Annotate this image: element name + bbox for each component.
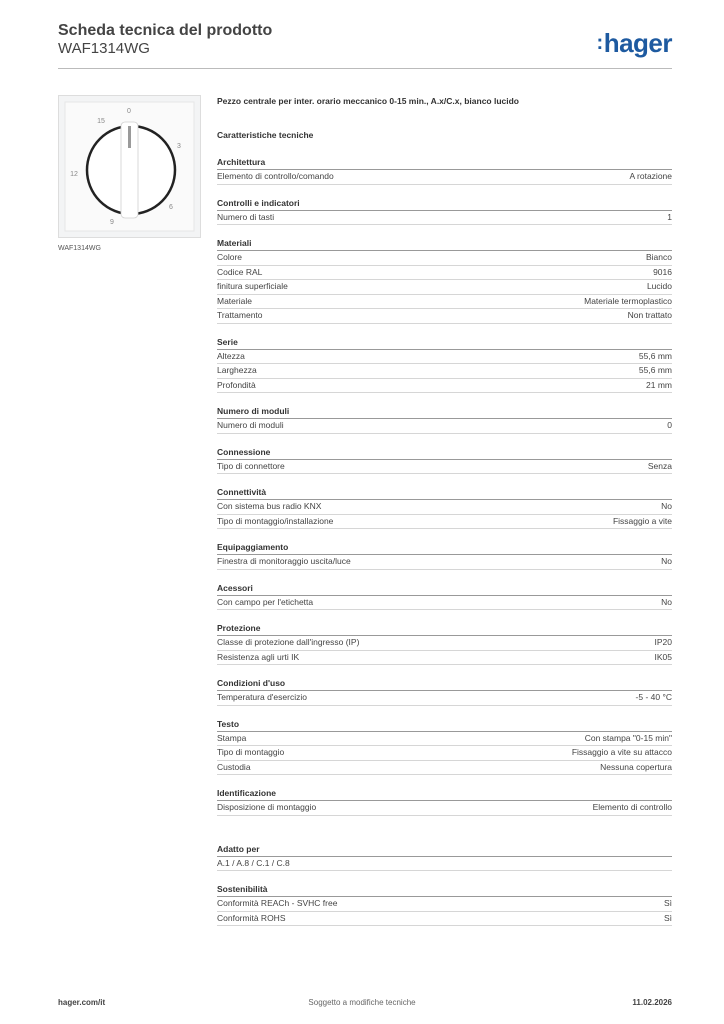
section-title: Connettività [217,487,672,500]
spec-row [217,309,672,324]
spec-value: IK05 [654,651,672,662]
product-description: Pezzo centrale per inter. orario meccanico 0-15 min., A.x/C.x, bianco lucido [217,96,520,106]
spec-row [217,732,672,747]
section-protezione [217,623,672,665]
spec-row [217,379,672,394]
section-title: Testo [217,719,672,732]
section-title: Identificazione [217,788,672,801]
timer-dial-illustration [59,96,200,237]
section-title: Architettura [217,157,672,170]
spec-row [217,419,672,434]
spec-value: 9016 [653,266,672,277]
spec-label: Classe di protezione dall'ingresso (IP) [217,637,360,647]
logo-text: hager [603,28,672,58]
spec-value: Elemento di controllo [592,802,672,812]
spec-row [217,170,672,185]
section-title: Protezione [217,623,672,636]
spec-row [217,912,672,927]
spec-label: Elemento di controllo/comando [217,171,334,181]
spec-row [217,651,672,666]
spec-label: Numero di tasti [217,211,275,222]
spec-label: Conformità ROHS [217,912,286,923]
section-title: Sostenibilità [217,884,672,897]
spec-value: Senza [647,460,672,471]
spec-row [217,266,672,281]
section-serie [217,337,672,394]
spec-value: Materiale termoplastico [584,295,672,306]
spec-row [217,761,672,776]
spec-row [217,691,672,706]
spec-value: Fissaggio a vite su attacco [571,747,672,757]
spec-value: 55,6 mm [638,350,672,361]
spec-row [217,280,672,295]
dial-label-15: 15 [97,118,105,125]
section-title: Serie [217,337,672,350]
section-title: Materiali [217,238,672,251]
section-numero-moduli [217,406,672,434]
spec-label: Numero di moduli [217,420,284,430]
spec-value: Fissaggio a vite [612,515,672,526]
footer-website-link[interactable]: hager.com/it [58,998,106,1007]
spec-row [217,350,672,365]
section-title: Acessori [217,583,672,596]
footer-notice: Soggetto a modifiche tecniche [308,998,416,1007]
dial-label-9: 9 [110,219,114,226]
spec-label: Finestra di monitoraggio uscita/luce [217,556,351,566]
dial-label-6: 6 [169,204,173,211]
section-title: Numero di moduli [217,406,672,419]
spec-label: Larghezza [217,365,257,375]
spec-label: Disposizione di montaggio [217,802,317,812]
spec-label: Con campo per l'etichetta [217,596,314,607]
spec-label: Conformità REACh - SVHC free [217,898,338,908]
section-adatto-per [217,844,672,872]
spec-row [217,857,672,872]
section-title: Controlli e indicatori [217,198,672,211]
spec-row [217,211,672,226]
image-caption: WAF1314WG [58,245,101,252]
spec-label: Custodia [217,761,251,772]
spec-label: Trattamento [217,310,263,320]
spec-value: Nessuna copertura [600,761,672,772]
spec-row [217,295,672,310]
dial-label-0: 0 [127,108,131,115]
spec-label: Colore [217,252,243,262]
spec-label: Resistenza agli urti IK [217,651,300,662]
tech-heading: Caratteristiche tecniche [217,130,314,140]
spec-value: No [661,501,672,511]
spec-value: 0 [667,420,672,430]
spec-label: Tipo di montaggio/installazione [217,515,334,526]
section-title: Condizioni d'uso [217,678,672,691]
section-condizioni-uso [217,678,672,706]
section-title: Adatto per [217,844,672,857]
section-testo [217,719,672,776]
section-connessione [217,447,672,475]
spec-row [217,460,672,475]
spec-label: Stampa [217,732,247,743]
product-image [58,95,201,238]
section-identificazione [217,788,672,816]
header-divider [58,68,672,69]
section-architettura [217,157,672,185]
spec-row [217,636,672,651]
spec-row [217,251,672,266]
spec-value: 21 mm [646,379,672,390]
spec-row [217,801,672,816]
spec-row [217,555,672,570]
spec-value: Con stampa "0-15 min" [584,732,672,743]
spec-label: Tipo di montaggio [217,747,285,757]
spec-row [217,746,672,761]
spec-label: Materiale [217,295,252,306]
spec-content [217,96,672,926]
spec-row [217,596,672,611]
product-code: WAF1314WG [58,40,150,57]
spec-label: Temperatura d'esercizio [217,692,307,702]
section-equipaggiamento [217,542,672,570]
dial-pointer [128,126,131,148]
spec-row [217,897,672,912]
spec-value: 1 [667,211,672,222]
spec-value: No [661,556,672,566]
spec-value: Sì [663,912,672,923]
spec-value: A rotazione [629,171,672,181]
spec-label: Codice RAL [217,266,263,277]
section-title: Equipaggiamento [217,542,672,555]
dial-label-12: 12 [70,171,78,178]
section-acessori [217,583,672,611]
page-title: Scheda tecnica del prodotto [58,22,273,39]
spec-label: Altezza [217,350,245,361]
spec-label: Con sistema bus radio KNX [217,501,322,511]
section-title: Connessione [217,447,672,460]
spec-label: Profondità [217,379,256,390]
footer-date: 11.02.2026 [632,998,672,1007]
spec-label: Tipo di connettore [217,460,285,471]
spec-value: 55,6 mm [638,365,672,375]
section-sostenibilita [217,884,672,926]
spec-row [217,515,672,530]
spec-value: No [661,596,672,607]
spec-label: A.1 / A.8 / C.1 / C.8 [217,857,290,868]
hager-logo[interactable]: :hager [596,28,672,58]
spec-label: finitura superficiale [217,281,288,291]
spec-value: -5 - 40 °C [635,692,672,702]
dial-label-3: 3 [177,143,181,150]
spec-row [217,364,672,379]
spec-value: Lucido [646,281,672,291]
spec-value: Sì [663,898,672,908]
section-materiali [217,238,672,324]
spec-value: IP20 [654,637,672,647]
section-connettivita [217,487,672,529]
spec-value: Non trattato [627,310,672,320]
spec-value: Bianco [646,252,672,262]
section-controlli [217,198,672,226]
spec-row [217,500,672,515]
